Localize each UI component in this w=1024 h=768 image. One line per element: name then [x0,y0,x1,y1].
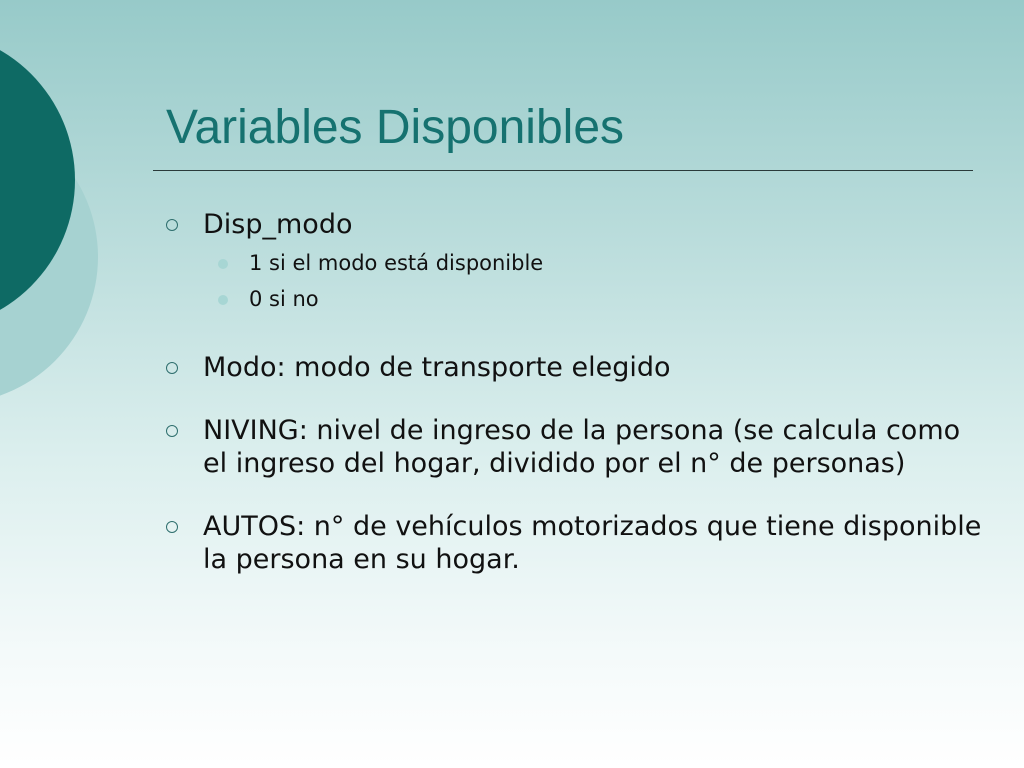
title-divider [153,170,973,171]
bullet-text: Disp_modo [203,209,353,240]
bullet-item-niving [165,414,985,480]
circle-bullet-icon [166,219,178,231]
bullet-text: AUTOS: n° de vehículos motorizados que tiene disponible la persona en su hogar. [203,511,982,575]
slide-body [165,208,985,606]
bullet-text: Modo: modo de transporte elegido [203,352,671,383]
dot-bullet-icon [218,259,228,269]
dot-bullet-icon [218,295,228,305]
circle-bullet-icon [166,521,178,533]
slide-title: Variables Disponibles [166,101,625,154]
bullet-item-modo [165,351,985,384]
bullet-item-disp-modo [165,208,985,317]
sub-bullet-text: 1 si el modo está disponible [249,251,544,275]
circle-bullet-icon [166,425,178,437]
bullet-text: NIVING: nivel de ingreso de la persona (se calcula como el ingreso del hogar, dividido por el n° de personas) [203,415,961,479]
circle-bullet-icon [166,362,178,374]
sub-bullet-text: 0 si no [249,287,319,311]
sub-bullet-item [203,281,985,317]
bullet-item-autos [165,510,985,576]
sub-bullet-list [203,245,985,317]
sub-bullet-item [203,245,985,281]
